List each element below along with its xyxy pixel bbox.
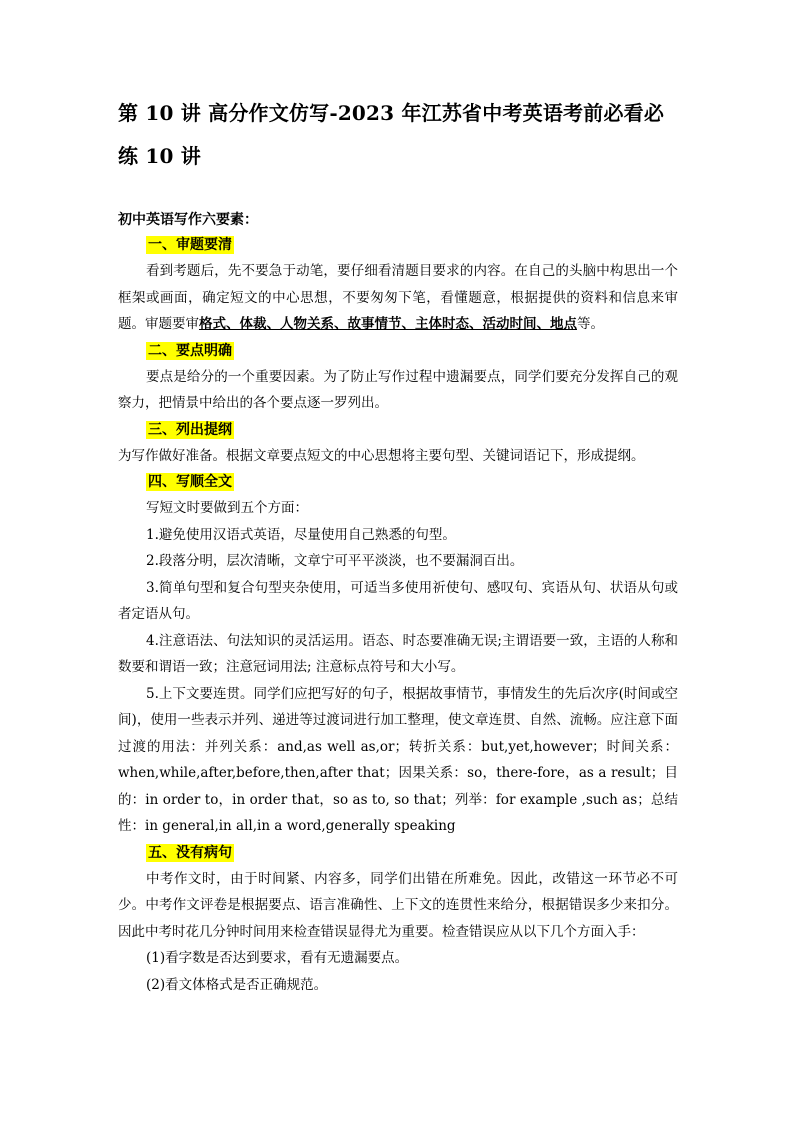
section-3-paragraph: 为写作做好准备。根据文章要点短文的中心思想将主要句型、关键词语记下，形成提纲。 [118, 447, 645, 464]
section-heading-4-text: 四、写顺全文 [148, 474, 232, 490]
intro-heading: 初中英语写作六要素： [118, 212, 258, 228]
section-2-paragraph: 要点是给分的一个重要因素。为了防止写作过程中遗漏要点，同学们要充分发挥自己的观察力，把情景中给出的各个要点逐一罗列出。 [118, 368, 678, 411]
section-heading-3 [146, 417, 678, 443]
section-5-paragraph-2: (1)看字数是否达到要求，看有无遗漏要点。 [146, 950, 409, 966]
section-heading-1-text: 一、审题要清 [148, 237, 232, 253]
section-1-text: 看到考题后，先不要急于动笔，要仔细看清题目要求的内容。在自己的头脑中构思出一个框架或画面，确定短文的中心思想，不要匆匆下笔，看懂题意，根据提供的资料和信息来审题。审题要审 [118, 263, 678, 332]
section-5-paragraph-3: (2)看文体格式是否正确规范。 [146, 976, 328, 993]
section-4-paragraph-2: 1.避免使用汉语式英语，尽量使用自己熟悉的句型。 [146, 526, 456, 543]
section-heading-5 [146, 840, 678, 866]
section-4-paragraph-3: 2.段落分明，层次清晰，文章宁可平平淡淡，也不要漏洞百出。 [146, 553, 524, 569]
section-1-paragraph [118, 258, 678, 338]
page-title: 第 10 讲 高分作文仿写-2023 年江苏省中考英语考前必看必练 10 讲 [118, 101, 665, 168]
section-5-paragraph-1: 中考作文时，由于时间紧、内容多，同学们出错在所难免。因此，改错这一环节必不可少。中考作文评卷是根据要点、语言准确性、上下文的连贯性来给分，根据错误多少来扣分。因此中考时花几分钟时间用来检查错误显得尤为重要。检查错误应从以下几个方面入手： [118, 870, 678, 940]
section-heading-4 [146, 469, 678, 495]
section-heading-5-text: 五、没有病句 [148, 844, 232, 861]
section-heading-1 [146, 232, 678, 258]
section-4-paragraph-4: 3.简单句型和复合句型夹杂使用，可适当多使用祈使句、感叹句、宾语从句、状语从句或者定语从句。 [118, 579, 678, 622]
section-heading-2-text: 二、要点明确 [148, 342, 232, 359]
section-4-paragraph-6: 5.上下文要连贯。同学们应把写好的句子，根据故事情节，事情发生的先后次序(时间或空间)，使用一些表示并列、递进等过渡词进行加工整理，使文章连贯、自然、流畅。应注意下面过渡的用法：并列关系：and,as well as,or；转折关系：but,yet,however；时间关系：when,while,after,before,then,after that；因果关系：so，there-fore，as a result；目的：in order to，in order that，so as to, so that；列举：for example ,such as；总结性：in general,in all,in a word,generally speaking [118, 685, 678, 834]
section-1-underlined: 格式、体裁、人物关系、故事情节、主体时态、活动时间、地点 [199, 316, 577, 332]
section-heading-3-text: 三、列出提纲 [148, 421, 232, 438]
document-page [118, 92, 678, 998]
section-heading-2 [146, 338, 678, 364]
section-4-paragraph-5: 4.注意语法、句法知识的灵活运用。语态、时态要准确无误;主谓语要一致，主语的人称和数要和谓语一致；注意冠词用法; 注意标点符号和大小写。 [118, 632, 678, 675]
section-4-paragraph-1: 写短文时要做到五个方面： [146, 500, 308, 516]
section-1-end: 等。 [577, 316, 604, 332]
